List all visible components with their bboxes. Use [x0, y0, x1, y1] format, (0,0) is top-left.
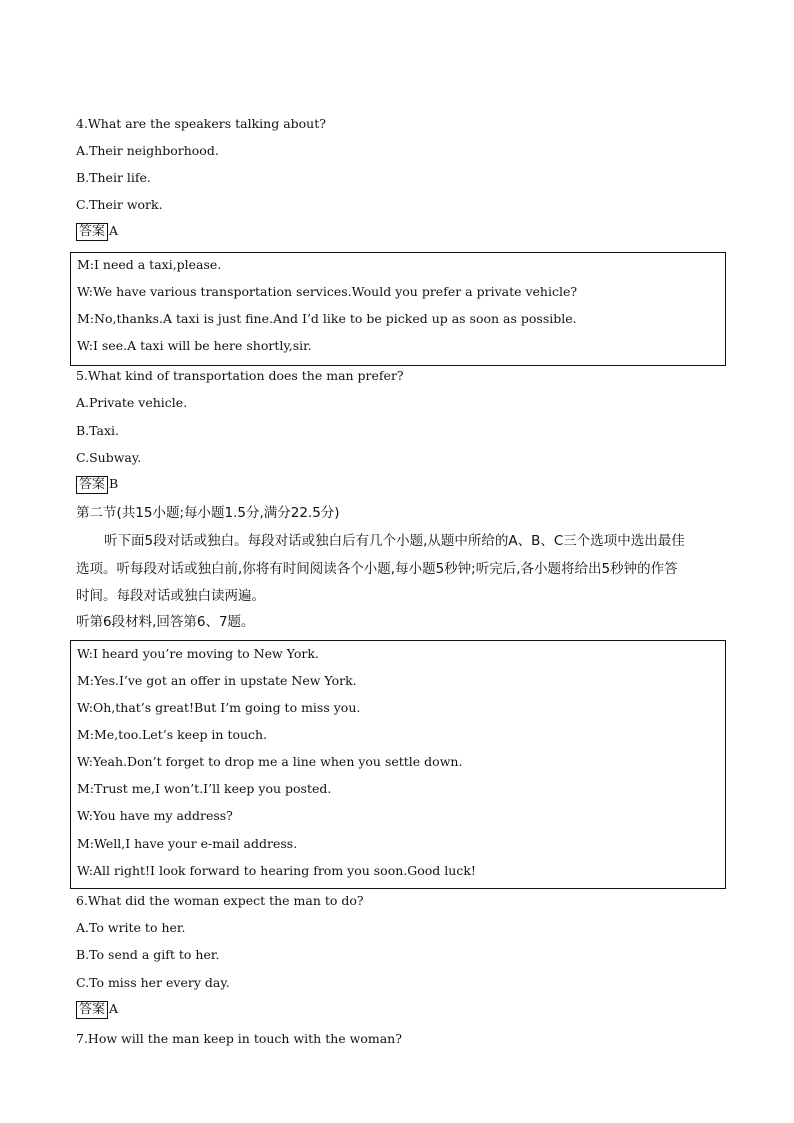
q5-option-a: A.Private vehicle. — [76, 395, 188, 410]
question-5: 5.What kind of transportation does the man prefer? — [76, 368, 404, 383]
question-4: 4.What are the speakers talking about? — [76, 116, 326, 131]
q4-option-b: B.Their life. — [76, 170, 151, 185]
question-6: 6.What did the woman expect the man to do? — [76, 893, 364, 908]
dialog-line: W:We have various transportation services.Would you prefer a private vehicle? — [77, 284, 578, 299]
answer-letter: A — [109, 223, 119, 238]
q6-option-c: C.To miss her every day. — [76, 975, 230, 990]
dialog-line: W:All right!I look forward to hearing from you soon.Good luck! — [77, 863, 476, 878]
dialog-line: W:Yeah.Don’t forget to drop me a line when you settle down. — [77, 754, 463, 769]
dialog-line: W:Oh,that’s great!But I’m going to miss you. — [77, 700, 361, 715]
dialog-line: M:Me,too.Let’s keep in touch. — [77, 727, 268, 742]
answer-badge: 答案 — [76, 1001, 108, 1019]
dialog-line: M:Trust me,I won’t.I’ll keep you posted. — [77, 781, 332, 796]
q5-option-c: C.Subway. — [76, 450, 142, 465]
answer-badge: 答案 — [76, 223, 108, 241]
q4-option-c: C.Their work. — [76, 197, 163, 212]
answer-letter: B — [109, 476, 119, 491]
q6-answer — [76, 1001, 118, 1019]
q6-option-b: B.To send a gift to her. — [76, 947, 220, 962]
dialog-line: W:I heard you’re moving to New York. — [77, 646, 319, 661]
dialog-line: M:Well,I have your e-mail address. — [77, 836, 298, 851]
dialog-line: M:No,thanks.A taxi is just fine.And I’d like to be picked up as soon as possible. — [77, 311, 577, 326]
q4-answer — [76, 223, 118, 241]
answer-letter: A — [109, 1001, 119, 1016]
question-7: 7.How will the man keep in touch with the woman? — [76, 1031, 402, 1046]
instruction-line: 听下面5段对话或独白。每段对话或独白后有几个小题,从题中所给的A、B、C三个选项中选出最佳 — [104, 533, 685, 549]
instruction-line: 选项。听每段对话或独白前,你将有时间阅读各个小题,每小题5秒钟;听完后,各小题将给出5秒钟的作答 — [76, 561, 678, 577]
section-heading: 第二节(共15小题;每小题1.5分,满分22.5分) — [76, 505, 340, 521]
dialog-line: W:I see.A taxi will be here shortly,sir. — [77, 338, 312, 353]
dialog-line: M:Yes.I’ve got an offer in upstate New York. — [77, 673, 357, 688]
dialog-box-2 — [70, 640, 726, 889]
material-6-heading: 听第6段材料,回答第6、7题。 — [76, 614, 255, 630]
q6-option-a: A.To write to her. — [76, 920, 186, 935]
dialog-line: M:I need a taxi,please. — [77, 257, 222, 272]
q5-option-b: B.Taxi. — [76, 423, 119, 438]
answer-badge: 答案 — [76, 476, 108, 494]
dialog-box-1 — [70, 252, 726, 366]
q5-answer — [76, 476, 118, 494]
dialog-line: W:You have my address? — [77, 808, 233, 823]
q4-option-a: A.Their neighborhood. — [76, 143, 219, 158]
instruction-line: 时间。每段对话或独白读两遍。 — [76, 588, 265, 604]
